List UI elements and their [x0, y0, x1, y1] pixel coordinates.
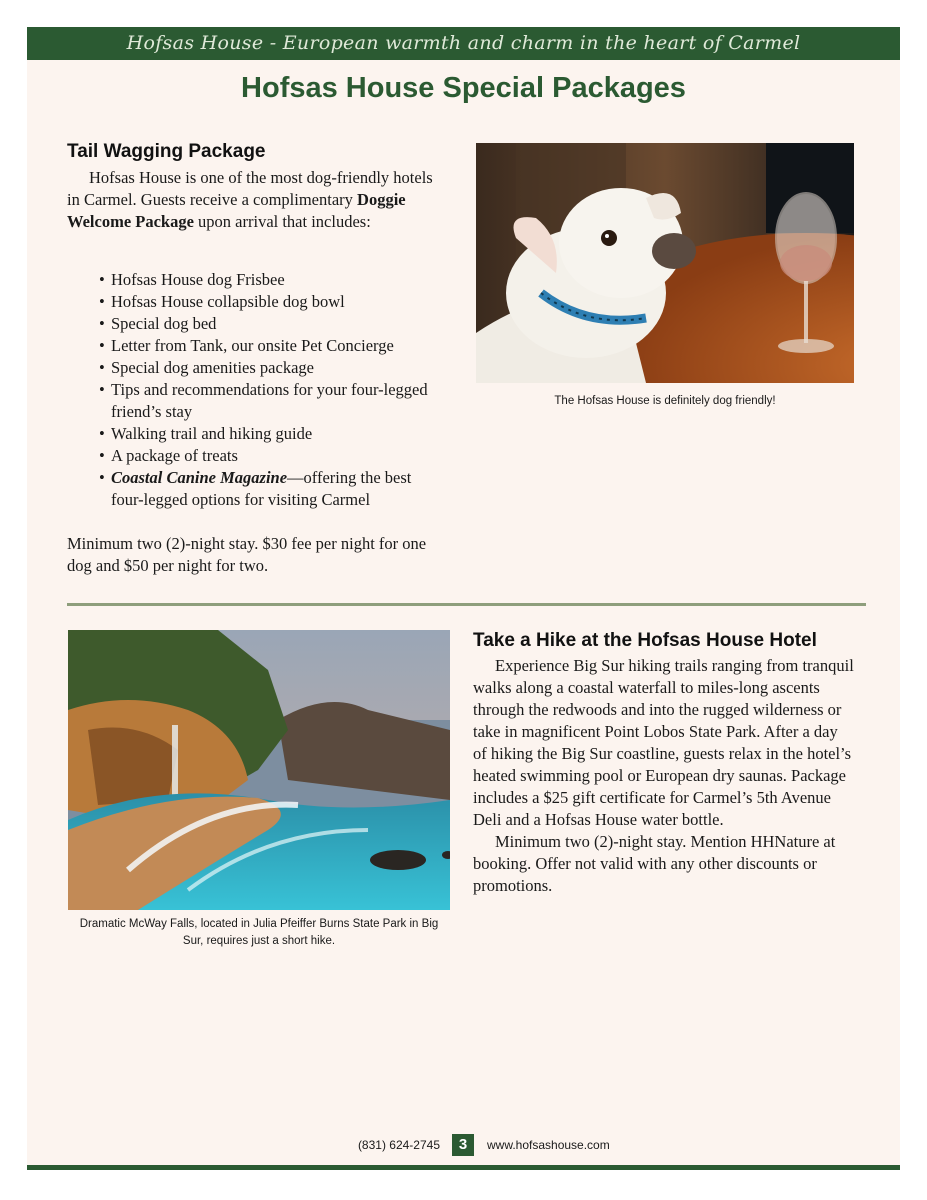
list-item: • Coastal Canine Magazine—offering the best four-legged options for visiting Carmel [99, 468, 412, 509]
hike-paragraph-2: Minimum two (2)-night stay. Mention HHNature at booking. Offer not valid with any other discounts or promotions. [473, 832, 836, 895]
list-item: • A package of treats [99, 446, 238, 465]
dog-package-intro [67, 167, 442, 233]
page-footer [27, 1134, 900, 1158]
list-item: • Walking trail and hiking guide [99, 424, 313, 443]
page [27, 27, 900, 1170]
list-item: • Letter from Tank, our onsite Pet Concierge [99, 336, 394, 355]
hike-paragraph-1: Experience Big Sur hiking trails ranging from tranquil walks along a coastal waterfall to miles-long ascents through the redwoods and into the rugged wilderness or take in magnificent Point Lobos State Park. After a day of hiking the Big Sur coastline, guests relax in the hotel’s heated swimming pool or European dry saunas. Package includes a $25 gift certificate for Carmel’s 5th Avenue Deli and a Hofsas House water bottle. [473, 656, 854, 829]
hike-package-text [473, 655, 855, 897]
list-item: • Hofsas House collapsible dog bowl [99, 292, 345, 311]
dog-package-pricing: Minimum two (2)-night stay. $30 fee per night for one dog and $50 per night for two. [67, 534, 427, 575]
footer-phone: (831) 624-2745 [357, 1138, 440, 1152]
footer-rule [27, 1165, 900, 1170]
page-title: Hofsas House Special Packages [241, 72, 686, 104]
dog-package-list [99, 269, 444, 511]
section-divider [67, 603, 866, 606]
dog-package-heading: Tail Wagging Package [67, 141, 266, 162]
list-item: • Hofsas House dog Frisbee [99, 270, 285, 289]
list-item: • Special dog amenities package [99, 358, 314, 377]
mcway-falls-caption: Dramatic McWay Falls, located in Julia Pfeiffer Burns State Park in Big Sur, requires just a short hike. [79, 918, 439, 947]
intro-text-pre: Hofsas House is one of the most dog-friendly hotels in Carmel. Guests receive a complimentary [67, 168, 433, 209]
intro-text-post: upon arrival that includes: [193, 212, 371, 231]
hike-package-heading: Take a Hike at the Hofsas House Hotel [473, 630, 817, 651]
dog-photo-caption: The Hofsas House is definitely dog friendly! [554, 395, 776, 407]
intro-text-bold: Doggie Welcome Package [67, 190, 406, 231]
mcway-falls-photo [68, 630, 450, 910]
footer-website-link[interactable]: www.hofsashouse.com [487, 1138, 610, 1152]
list-item: • Tips and recommendations for your four-legged friend’s stay [99, 380, 428, 421]
list-item: • Special dog bed [99, 314, 217, 333]
top-banner: Hofsas House - European warmth and charm in the heart of Carmel [27, 27, 900, 60]
page-number: 3 [452, 1134, 474, 1156]
dog-photo [476, 143, 854, 383]
